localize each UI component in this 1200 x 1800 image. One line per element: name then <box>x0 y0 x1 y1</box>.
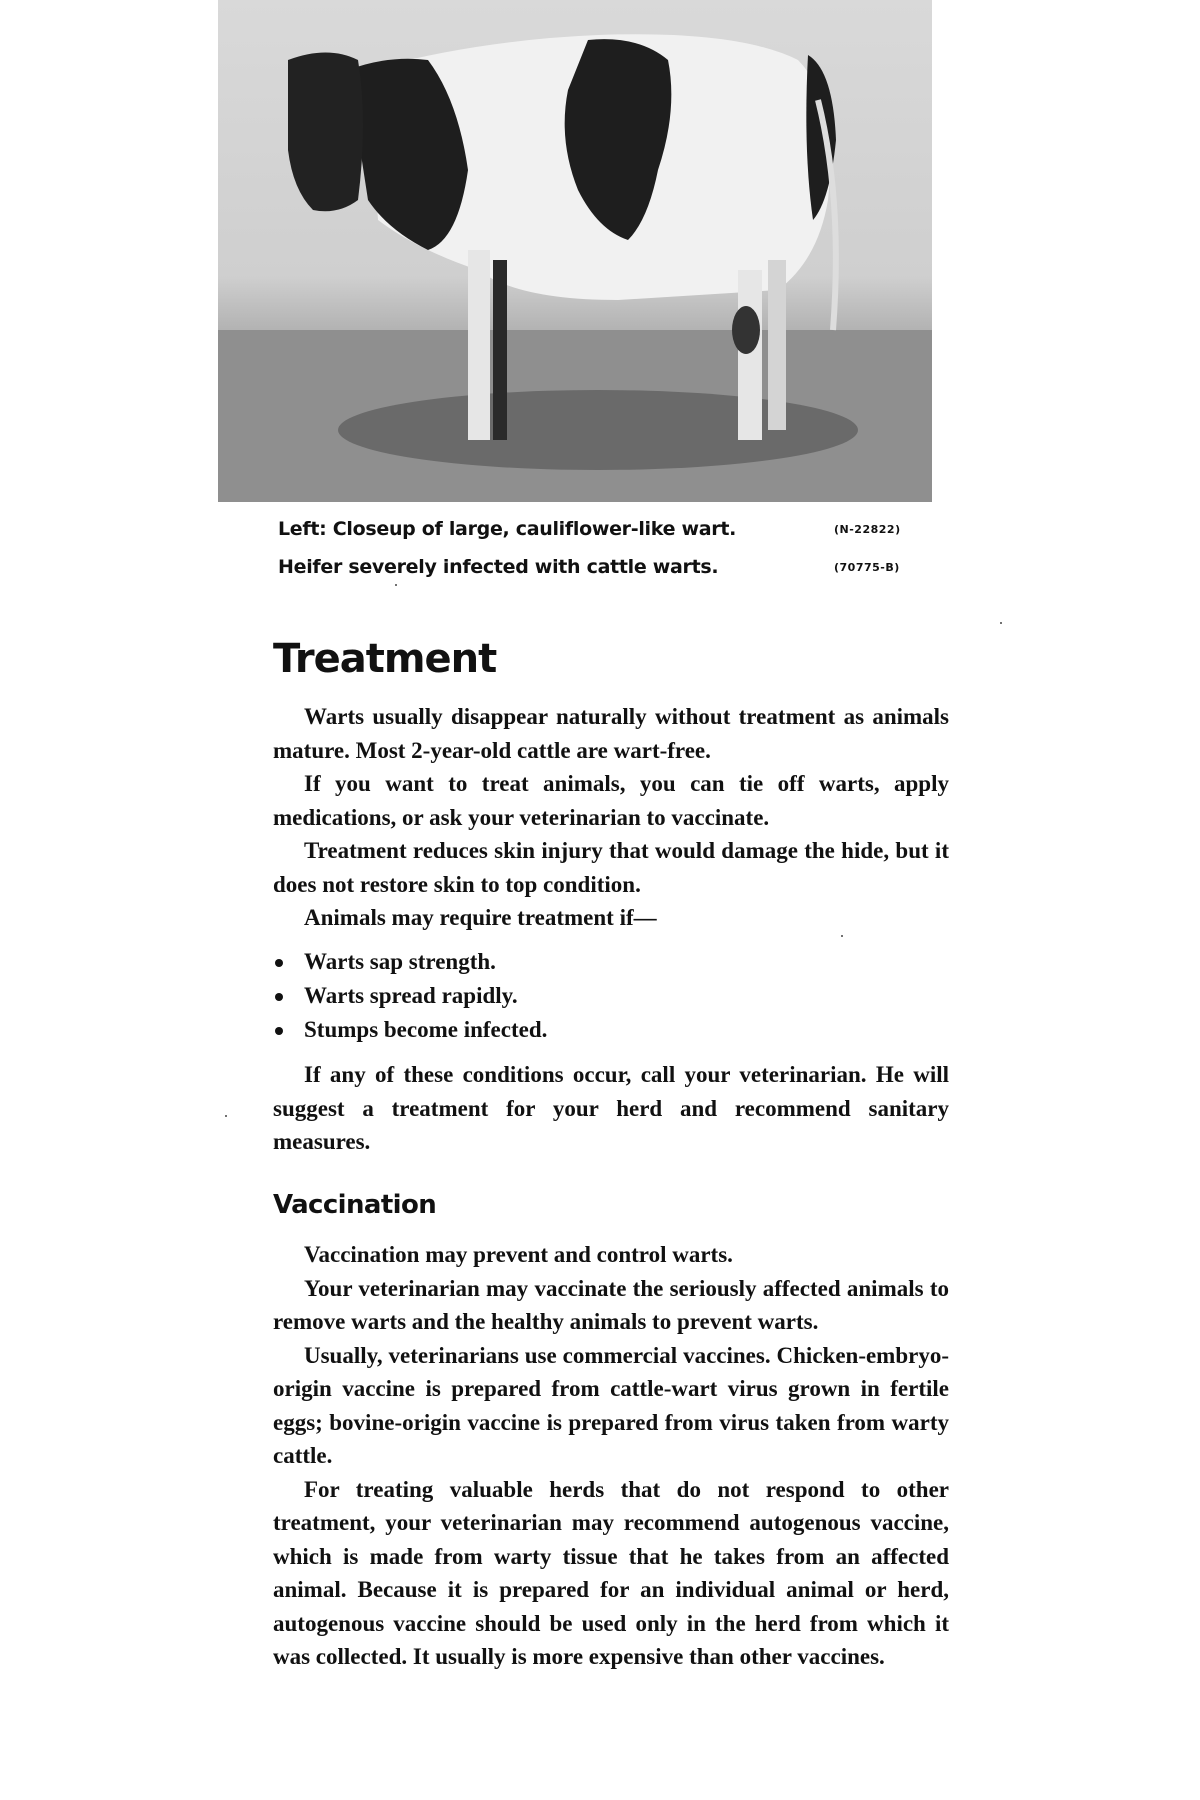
list-item <box>273 979 547 1013</box>
photo-caption-heifer <box>278 556 938 578</box>
scan-speck <box>841 935 843 937</box>
scan-speck <box>225 1115 227 1117</box>
bullet-icon <box>275 1027 283 1035</box>
list-item <box>273 945 547 979</box>
treatment-conditions-list <box>273 945 547 1047</box>
paragraph: If any of these conditions occur, call your veterinarian. He will suggest a treatment for your herd and recommend sanitary measures. <box>273 1062 949 1154</box>
caption-text: Left: Closeup of large, cauliflower-like wart. <box>278 518 737 540</box>
vaccination-heading: Vaccination <box>273 1190 437 1220</box>
paragraph: Vaccination may prevent and control warts. <box>304 1242 733 1267</box>
bullet-icon <box>275 993 283 1001</box>
list-item-text: Warts sap strength. <box>304 949 496 974</box>
treatment-heading: Treatment <box>273 636 497 682</box>
bullet-icon <box>275 959 283 967</box>
list-item <box>273 1013 547 1047</box>
paragraph: Your veterinarian may vaccinate the seriously affected animals to remove warts and the healthy animals to prevent warts. <box>273 1275 949 1334</box>
treatment-intro <box>273 700 949 935</box>
paragraph: Animals may require treatment if— <box>304 905 657 930</box>
vaccination-body <box>273 1238 949 1674</box>
treatment-closing <box>273 1058 949 1159</box>
list-item-text: Warts spread rapidly. <box>304 983 518 1008</box>
paragraph: Usually, veterinarians use commercial vaccines. Chicken-embryo-origin vaccine is prepared from cattle-wart virus grown in fertile eggs; bovine-origin vaccine is prepared from virus taken from warty cattle. <box>273 1342 949 1468</box>
paragraph: Treatment reduces skin injury that would damage the hide, but it does not restore skin to top condition. <box>273 838 949 897</box>
paragraph: For treating valuable herds that do not respond to other treatment, your veterinarian may recommend autogenous vaccine, which is made from warty tissue that he takes from an affected animal. Because it is prepared for an individual animal or herd, autogenous vaccine should be used only in the herd from which it was collected. It usually is more expensive than other vaccines. <box>273 1476 949 1669</box>
caption-photo-code: (N-22822) <box>834 523 901 536</box>
cow-illustration-icon <box>218 0 932 502</box>
photo-caption-closeup <box>278 518 938 540</box>
heifer-photo <box>218 0 932 502</box>
scan-speck <box>395 584 397 586</box>
paragraph: If you want to treat animals, you can tie off warts, apply medications, or ask your veterinarian to vaccinate. <box>273 771 949 830</box>
paragraph: Warts usually disappear naturally without treatment as animals mature. Most 2-year-old cattle are wart-free. <box>273 704 949 763</box>
list-item-text: Stumps become infected. <box>304 1017 548 1042</box>
scan-speck <box>1000 622 1002 624</box>
caption-photo-code: (70775-B) <box>834 561 900 574</box>
caption-text: Heifer severely infected with cattle warts. <box>278 556 719 578</box>
